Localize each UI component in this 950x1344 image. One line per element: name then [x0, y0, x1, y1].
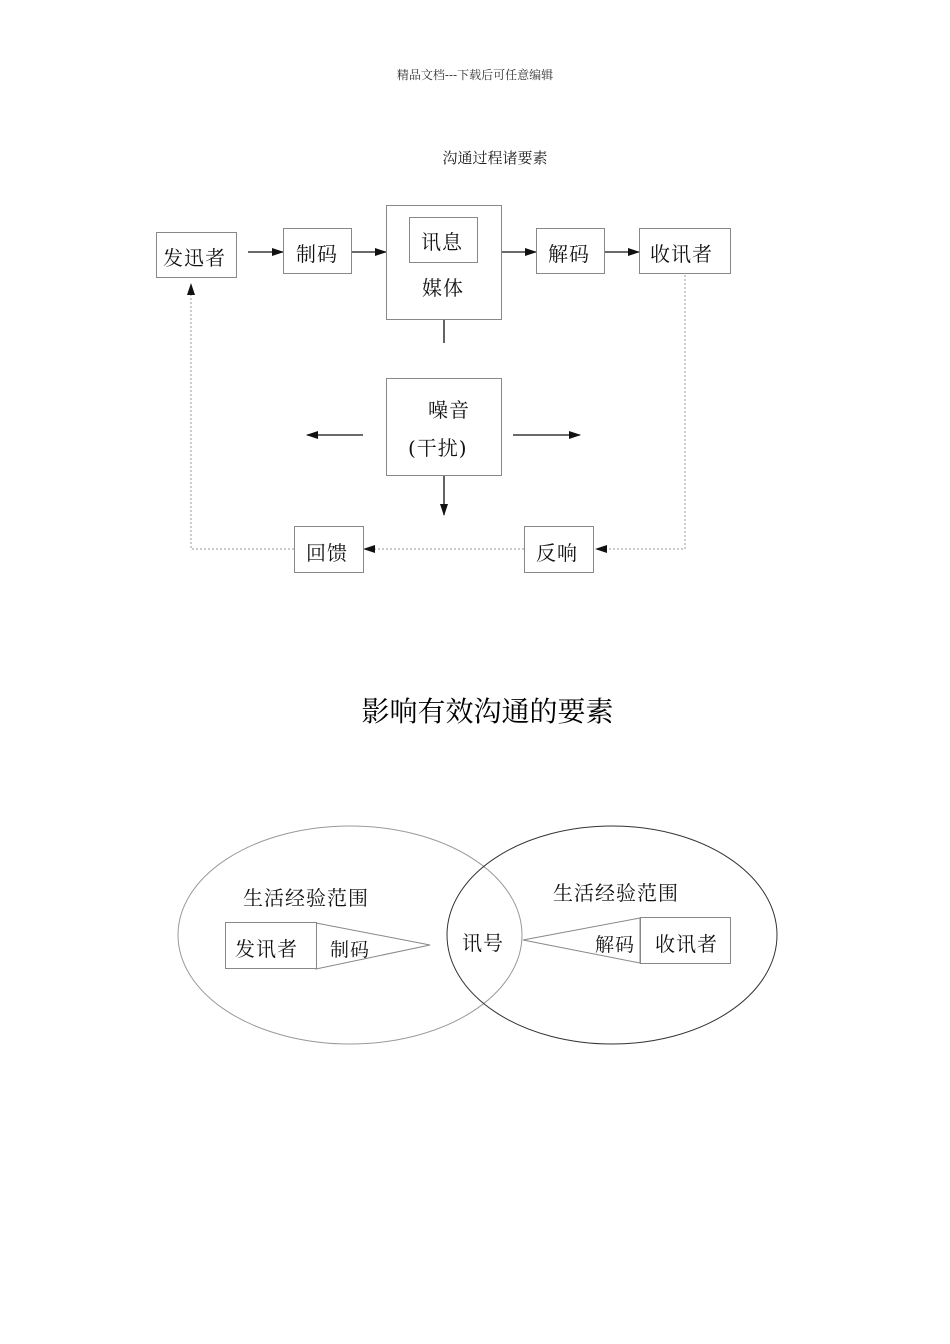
venn-decode-label: 解码: [595, 934, 636, 956]
message-label: 讯息: [421, 230, 463, 254]
sender-label: 发迅者: [163, 246, 226, 270]
venn-receiver-label: 收讯者: [655, 932, 718, 956]
encode-label: 制码: [296, 242, 338, 266]
decode-label: 解码: [548, 242, 590, 266]
response-label: 反响: [536, 541, 578, 565]
noise-box: [386, 378, 502, 476]
page-header: 精品文档---下载后可任意编辑: [396, 68, 554, 82]
left-experience-label: 生活经验范围: [243, 886, 369, 910]
section-title: 影响有效沟通的要素: [361, 695, 614, 728]
feedback-path-feedback-to-sender: [191, 284, 294, 549]
noise-label: 噪音: [428, 398, 470, 422]
venn-sender-label: 发讯者: [235, 937, 298, 961]
venn-signal-label: 讯号: [462, 931, 504, 955]
process-diagram-title: 沟通过程诸要素: [442, 149, 548, 167]
feedback-path-receiver-to-response: [596, 275, 685, 549]
medium-label: 媒体: [422, 276, 464, 300]
noise-sublabel: (干扰): [408, 436, 468, 460]
venn-encode-label: 制码: [330, 939, 371, 961]
right-experience-label: 生活经验范围: [553, 881, 679, 905]
feedback-label: 回馈: [306, 541, 348, 565]
receiver-label: 收讯者: [650, 242, 713, 266]
